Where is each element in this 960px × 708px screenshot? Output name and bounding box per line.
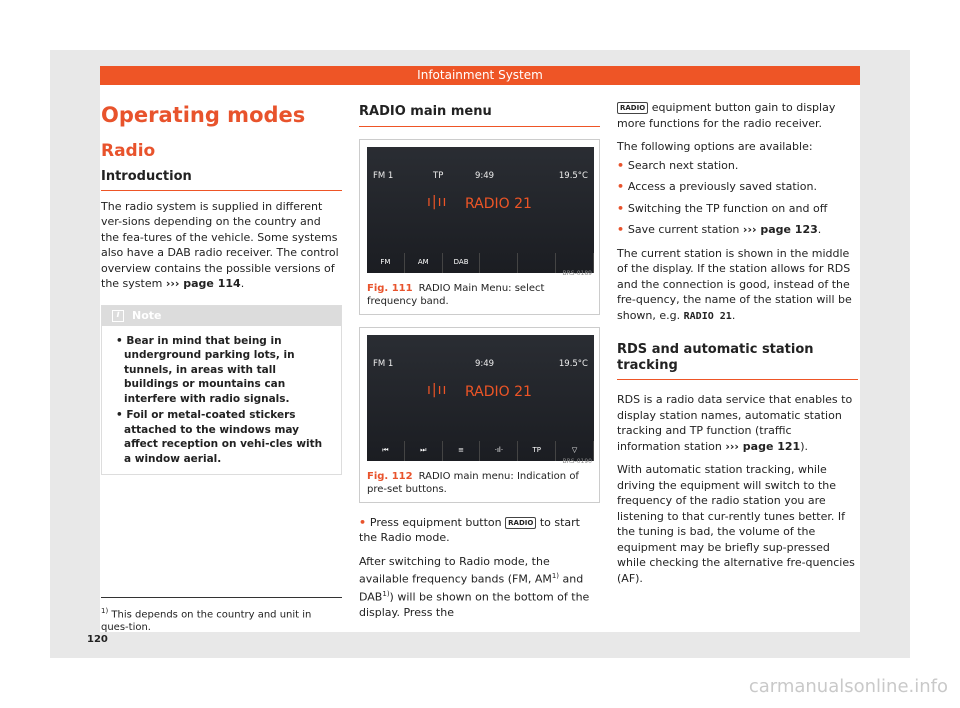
band-label: FM 1 bbox=[373, 170, 394, 181]
soft-button[interactable] bbox=[518, 253, 556, 273]
figure-112 bbox=[359, 327, 600, 503]
subsection-title: Introduction bbox=[101, 169, 342, 191]
section-heading: RDS and automatic station tracking bbox=[617, 342, 858, 380]
chapter-header: Infotainment System bbox=[100, 66, 860, 85]
preset-buttons bbox=[367, 441, 594, 461]
option-item: • Access a previously saved station. bbox=[617, 179, 858, 195]
scan-icon[interactable]: ·ıl· bbox=[480, 441, 518, 461]
station-example: RADIO 21 bbox=[683, 310, 732, 322]
radio-key-icon: RADIO bbox=[505, 517, 536, 529]
page-number: 120 bbox=[87, 634, 108, 645]
body-paragraph: RADIO equipment button gain to display more functions for the radio receiver. bbox=[617, 101, 836, 130]
time-label: 9:49 bbox=[475, 358, 495, 369]
temp-label: 19.5°C bbox=[558, 170, 588, 181]
body-paragraph: After switching to Radio mode, the available frequency bands (FM, AM$^{1)}$ and DAB$^{1)}$) will be shown on the bottom of the display. Press the bbox=[359, 554, 590, 620]
note-item: • Foil or metal-coated stickers attached to the windows may affect reception on vehi-cles with a window aerial. bbox=[114, 408, 331, 466]
watermark: carmanualsonline.info bbox=[748, 676, 948, 697]
note-title: Note bbox=[132, 308, 162, 322]
station-name: RADIO 21 bbox=[465, 383, 532, 400]
figure-caption: Fig. 111 RADIO Main Menu: select frequency band. bbox=[367, 282, 545, 307]
radio-screen bbox=[367, 335, 594, 465]
prev-icon[interactable]: ⏮ bbox=[367, 441, 405, 461]
options-intro: The following options are available: bbox=[617, 140, 813, 153]
figure-ref: BRS-0190 bbox=[562, 458, 592, 465]
info-icon: i bbox=[112, 310, 124, 322]
signal-icon: ı|ıı bbox=[427, 381, 448, 398]
figure-111 bbox=[359, 139, 600, 315]
column-right bbox=[617, 100, 858, 586]
note-header bbox=[102, 306, 341, 326]
radio-key-icon: RADIO bbox=[617, 102, 648, 114]
time-label: 9:49 bbox=[475, 170, 495, 181]
list-icon[interactable]: ≡ bbox=[443, 441, 481, 461]
next-icon[interactable]: ⏭ bbox=[405, 441, 443, 461]
section-title: Radio bbox=[101, 141, 156, 161]
page-link[interactable]: ››› page 114 bbox=[165, 277, 241, 290]
figure-number: Fig. 111 bbox=[367, 282, 413, 294]
option-item: • Search next station. bbox=[617, 158, 858, 174]
page-link[interactable]: ››› page 123 bbox=[742, 223, 818, 236]
instruction-step: • Press equipment button RADIO to start the Radio mode. bbox=[359, 515, 600, 546]
soft-button[interactable]: DAB bbox=[443, 253, 481, 273]
tp-label: TP bbox=[433, 170, 444, 181]
page-link[interactable]: ››› page 121 bbox=[725, 439, 801, 453]
column-left bbox=[101, 100, 342, 475]
soft-buttons bbox=[367, 253, 594, 273]
body-paragraph: RDS is a radio data service that enables to display station names, automatic station tracking and TP function (traffic information station ››› page 121). bbox=[617, 393, 853, 453]
note-list bbox=[102, 326, 341, 475]
page-title: Operating modes bbox=[101, 103, 306, 127]
station-name: RADIO 21 bbox=[465, 195, 532, 212]
option-item: • Switching the TP function on and off bbox=[617, 201, 858, 217]
note-item: • Bear in mind that being in underground parking lots, in tunnels, in areas with tall buildings or mountains can interfere with radio signals. bbox=[114, 334, 331, 407]
body-paragraph: The current station is shown in the middle of the display. If the station allows for RDS and the connection is good, instead of the fre-quency, the name of the station will be shown, e.g. RADIO 21. bbox=[617, 246, 852, 322]
note-box bbox=[101, 305, 342, 476]
figure-number: Fig. 112 bbox=[367, 470, 413, 482]
radio-screen bbox=[367, 147, 594, 277]
temp-label: 19.5°C bbox=[558, 358, 588, 369]
section-heading: RADIO main menu bbox=[359, 104, 600, 127]
signal-icon: ı|ıı bbox=[427, 193, 448, 210]
column-middle bbox=[359, 100, 600, 621]
footnote: $^{1)}$ This depends on the country and unit in ques-tion. bbox=[101, 597, 342, 634]
figure-ref: BRS-0189 bbox=[562, 270, 592, 277]
soft-button[interactable]: AM bbox=[405, 253, 443, 273]
intro-paragraph: The radio system is supplied in different ver-sions depending on the country and the fea-tures of the vehicle. Some systems also have a DAB radio receiver. The control overview contains the possible versions of the system ››› page 114. bbox=[101, 199, 339, 290]
figure-caption: Fig. 112 RADIO main menu: Indication of pre-set buttons. bbox=[367, 470, 579, 495]
band-label: FM 1 bbox=[373, 358, 394, 369]
tp-button[interactable]: TP bbox=[518, 441, 556, 461]
body-paragraph: With automatic station tracking, while driving the equipment will switch to the frequency of the radio station you are listening to that cur-rently tunes better. If the tuning is bad, the volume of the equipment may be briefly sup-pressed while checking the alternative fre-quencies (AF). bbox=[617, 463, 855, 585]
more-icon[interactable]: ▽ bbox=[556, 441, 594, 461]
soft-button[interactable]: FM bbox=[367, 253, 405, 273]
option-item: • Save current station ››› page 123. bbox=[617, 222, 858, 238]
soft-button[interactable] bbox=[480, 253, 518, 273]
